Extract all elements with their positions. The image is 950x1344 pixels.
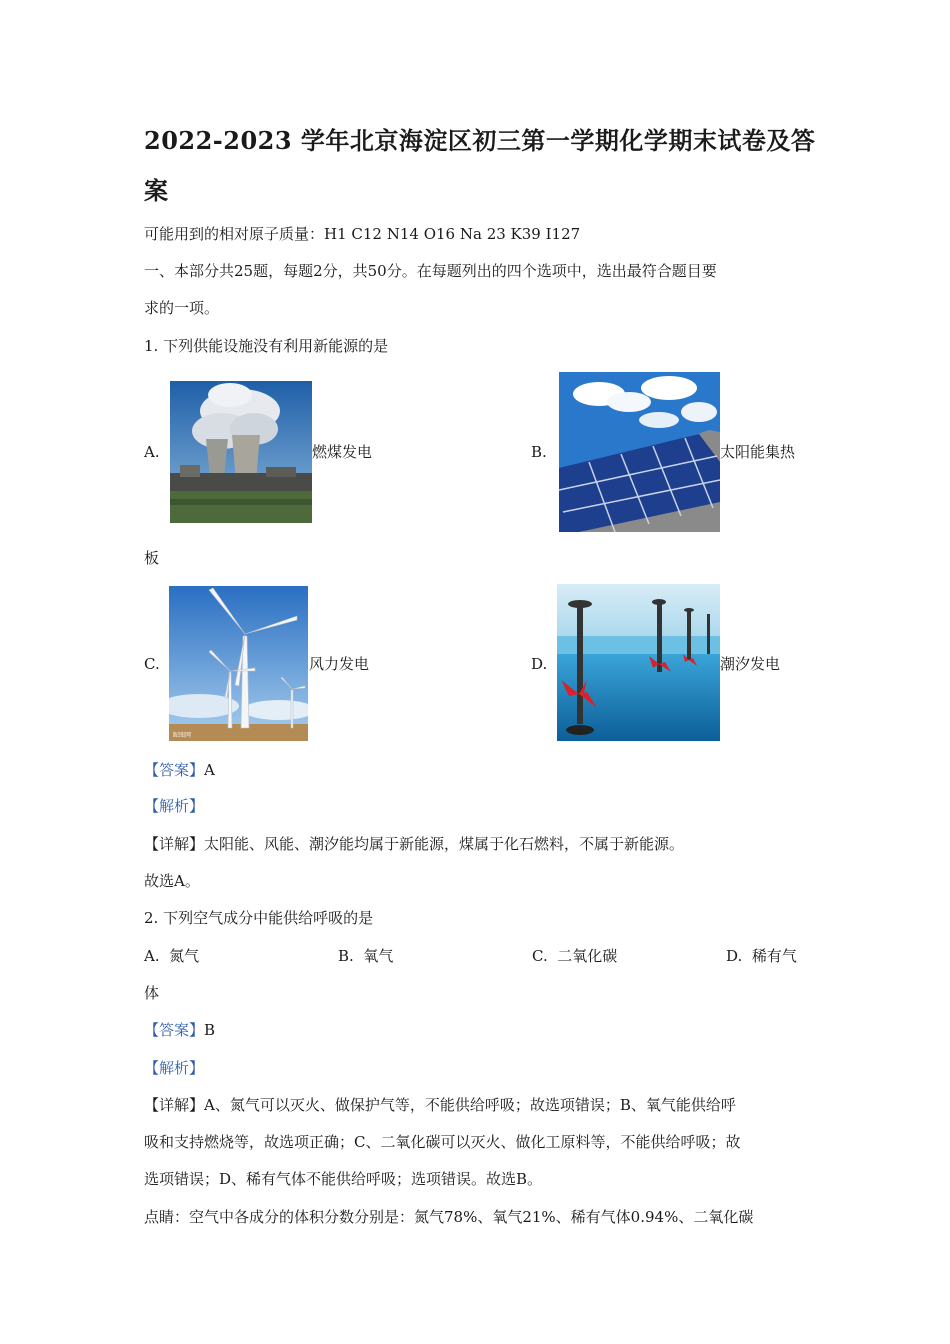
q1-detail: 太阳能、风能、潮汐能均属于新能源，煤属于化石燃料，不属于新能源。 xyxy=(204,835,685,853)
q2-option-c-text: 二氧化碳 xyxy=(557,947,618,965)
q2-detail-continued-2: 选项错误；D、稀有气体不能供给呼吸；选项错误。故选B。 xyxy=(144,1170,543,1188)
watermark-text: 昵图网 xyxy=(173,732,192,739)
q1-answer: A xyxy=(204,761,215,779)
q2-option-d-text: 稀有气 xyxy=(751,947,797,965)
detail-tag: 【详解】 xyxy=(144,835,205,853)
analysis-tag: 【解析】 xyxy=(144,797,205,815)
q2-answer-line xyxy=(144,1020,215,1040)
q1-option-c-letter: C. xyxy=(144,655,160,673)
q2-option-b xyxy=(338,946,393,966)
q1-option-d-text: 潮汐发电 xyxy=(720,655,781,673)
atomic-mass-line: 可能用到的相对原子质量：H1 C12 N14 O16 Na 23 K39 I127 xyxy=(144,225,581,243)
q2-detail: A、氮气可以灭火、做保护气等，不能供给呼吸；故选项错误；B、氧气能供给呼 xyxy=(204,1096,736,1114)
q2-option-c xyxy=(532,946,617,966)
q2-option-a xyxy=(144,946,199,966)
answer-tag: 【答案】 xyxy=(144,761,205,779)
q2-answer: B xyxy=(204,1021,216,1039)
q2-option-d-text-wrap: 体 xyxy=(144,984,160,1002)
q1-conclusion: 故选A。 xyxy=(144,872,200,890)
analysis-tag: 【解析】 xyxy=(144,1059,205,1077)
q2-option-c-letter: C. xyxy=(532,947,548,965)
page-title-continued: 案 xyxy=(144,176,169,205)
q1-option-b-text: 太阳能集热 xyxy=(720,443,796,461)
q2-option-d xyxy=(726,946,797,966)
question-2-stem: 2. 下列空气成分中能供给呼吸的是 xyxy=(144,909,374,927)
q2-option-d-letter: D. xyxy=(726,947,743,965)
q1-option-b-text-wrap: 板 xyxy=(144,549,160,567)
wind-turbine-image xyxy=(169,586,308,741)
q2-option-a-letter: A. xyxy=(144,947,160,965)
q2-option-a-text: 氮气 xyxy=(169,947,200,965)
coal-power-plant-image xyxy=(170,381,312,523)
q1-option-d-letter: D. xyxy=(531,655,548,673)
page-title: 2022-2023 学年北京海淀区初三第一学期化学期末试卷及答 xyxy=(144,126,816,155)
q1-option-c-text: 风力发电 xyxy=(309,655,370,673)
q2-option-b-letter: B. xyxy=(338,947,354,965)
section-instructions-continued: 求的一项。 xyxy=(144,299,220,317)
detail-tag: 【详解】 xyxy=(144,1096,205,1114)
answer-tag: 【答案】 xyxy=(144,1021,205,1039)
q1-option-b-letter: B. xyxy=(531,443,547,461)
q2-detail-continued: 吸和支持燃烧等，故选项正确；C、二氧化碳可以灭火、做化工原料等，不能供给呼吸；故 xyxy=(144,1133,741,1151)
tidal-power-image xyxy=(557,584,720,741)
q2-note: 点睛：空气中各成分的体积分数分别是：氮气78%、氧气21%、稀有气体0.94%、二氧化碳 xyxy=(144,1208,754,1226)
section-instructions: 一、本部分共25题，每题2分，共50分。在每题列出的四个选项中，选出最符合题目要 xyxy=(144,262,717,280)
q2-option-b-text: 氧气 xyxy=(363,947,394,965)
question-1-stem: 1. 下列供能设施没有利用新能源的是 xyxy=(144,337,389,355)
q1-option-a-letter: A. xyxy=(144,443,160,461)
q1-detail-line xyxy=(144,834,684,854)
q1-answer-line xyxy=(144,760,215,780)
q1-option-a-text: 燃煤发电 xyxy=(312,443,373,461)
solar-panel-image xyxy=(559,372,720,532)
q2-detail-line xyxy=(144,1095,736,1115)
